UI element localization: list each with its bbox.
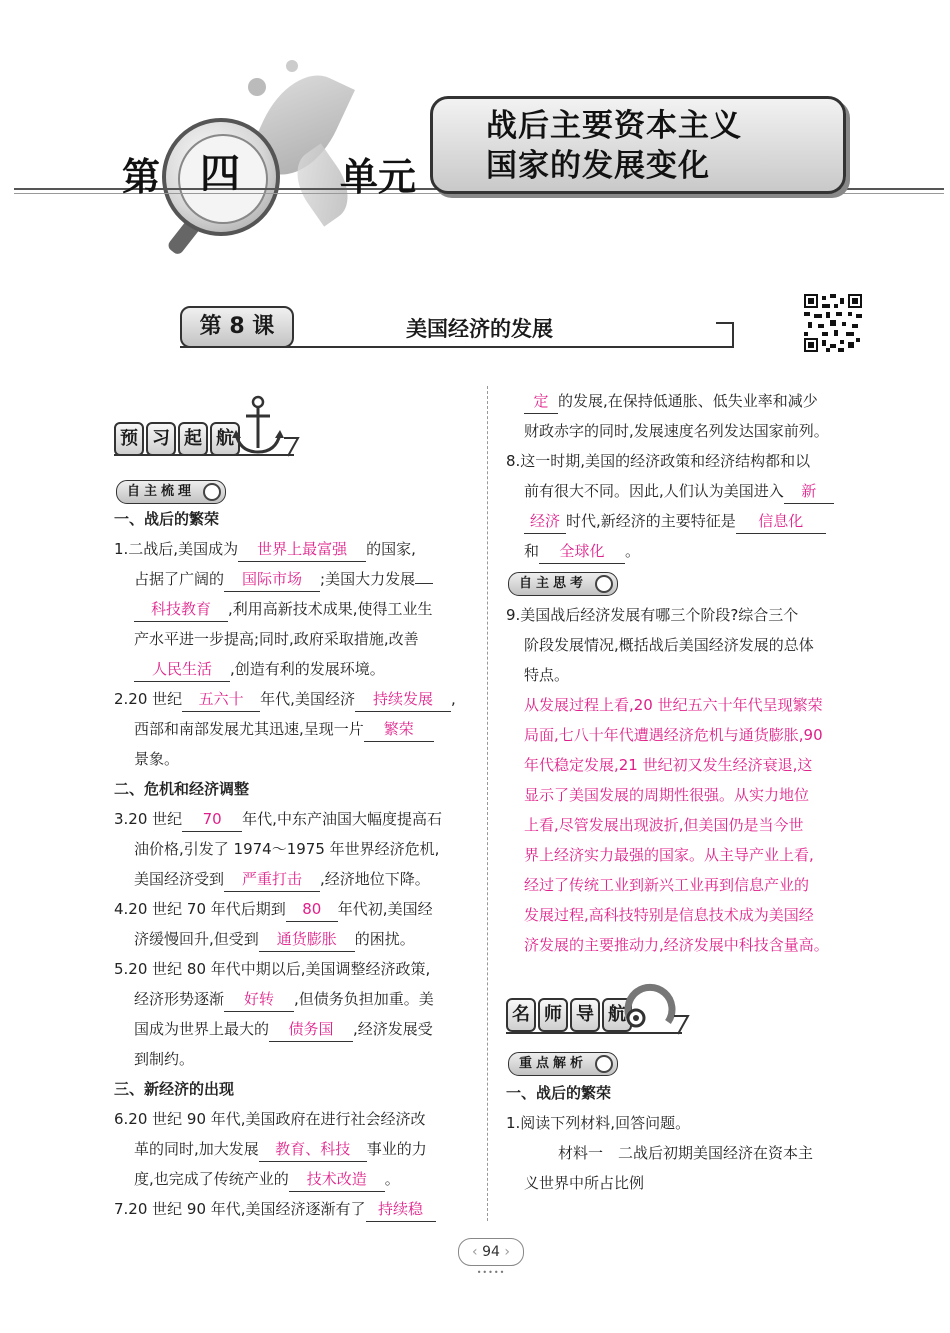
- column-divider: [487, 386, 488, 1221]
- lesson-rule-tail: [716, 322, 734, 348]
- banner-char: 航: [602, 998, 632, 1032]
- magnifier-icon: [595, 575, 613, 593]
- unit-title: [486, 106, 742, 186]
- pill-self-review: [116, 480, 226, 504]
- section-heading: 三、新经济的出现: [114, 1080, 235, 1098]
- material-caption: 义世界中所占比例: [524, 1174, 645, 1192]
- banner-char: 习: [146, 422, 176, 456]
- gauge-icon: [622, 978, 678, 1034]
- banner-rule: [114, 454, 294, 456]
- lesson-label: 第 8 课: [180, 306, 294, 348]
- answer-blank: 80: [286, 897, 338, 922]
- answer-blank: 持续发展: [355, 687, 451, 712]
- banner-char: 导: [570, 998, 600, 1032]
- banner-char: 起: [178, 422, 208, 456]
- question-1: 1.二战后,美国成为 世界上最富强 的国家, 占据了广阔的 国际市场 ;美国大力发展 科技教育 ,利用高新技术成果,使得工业生 产水平进一步提高;同时,政府采取措施,改善 人民生活 ,创造有利的发展环境。: [114, 534, 474, 684]
- right-column-top: [506, 386, 868, 566]
- answer-text: 从发展过程上看,20 世纪五六十年代呈现繁荣 局面,七八十年代遭遇经济危机与通货膨胀,90 年代稳定发展,21 世纪初又发生经济衰退,这 显示了美国发展的周期性很强。从实力地位 上看,尽管发展出现波折,但美国仍是当今世 界上经济实力最强的国家。从主导产业上看, 经过了传统工业到新兴工业再到信息产业的 发展过程,高科技特别是信息技术成为美国经 济发展的主要推动力,经济发展中科技含量高。: [524, 696, 829, 954]
- unit-prefix: 第: [122, 154, 161, 199]
- answer-blank: 信息化: [736, 509, 826, 534]
- magnifier-icon: [203, 483, 221, 501]
- answer-blank: 好转: [224, 987, 294, 1012]
- question-7-continued: 定 的发展,在保持低通胀、低失业率和减少 财政赤字的同时,发展速度名列发达国家前列。: [506, 386, 868, 446]
- answer-blank: 科技教育: [134, 597, 228, 622]
- answer-blank: 繁荣: [364, 717, 434, 742]
- question-5: 5.20 世纪 80 年代中期以后,美国调整经济政策, 经济形势逐渐 好转 ,但债务负担加重。美 国成为世界上最大的 债务国 ,经济发展受 到制约。: [114, 960, 434, 1068]
- decor-ball-icon: [286, 60, 298, 72]
- section-heading: 一、战后的繁荣: [506, 1084, 612, 1102]
- unit-title-line2: 国家的发展变化: [486, 148, 710, 184]
- question-8: 8.这一时期,美国的经济政策和经济结构都和以 前有很大不同。因此,人们认为美国进入 新 经济 时代,新经济的主要特征是 信息化 和 全球化 。: [506, 446, 868, 566]
- answer-blank: 教育、科技: [259, 1137, 367, 1162]
- question-4: 4.20 世纪 70 年代后期到 80 年代初,美国经 济缓慢回升,但受到 通货膨胀 的困扰。: [114, 894, 474, 954]
- chevron-right-icon: ›: [504, 1244, 510, 1260]
- answer-blank: 技术改造: [289, 1167, 385, 1192]
- chevron-left-icon: ‹: [472, 1244, 478, 1260]
- qr-code-icon[interactable]: [804, 294, 862, 352]
- answer-blank: 五六十: [182, 687, 260, 712]
- pill-label: 重点解析: [519, 1056, 588, 1071]
- answer-blank: [415, 583, 433, 584]
- anchor-icon: [228, 394, 288, 460]
- page-number: ‹ 94 ›: [458, 1238, 524, 1266]
- page-dots: •••••: [476, 1268, 506, 1277]
- answer-blank: 持续稳: [366, 1197, 436, 1222]
- banner-char: 名: [506, 998, 536, 1032]
- banner-char: 航: [210, 422, 240, 456]
- answer-blank: 世界上最富强: [238, 537, 366, 562]
- unit-number: 四: [200, 150, 240, 197]
- banner-tail-icon: [282, 436, 300, 458]
- banner-tail-icon: [672, 1014, 690, 1036]
- banner-char: 师: [538, 998, 568, 1032]
- answer-blank: 经济: [524, 509, 566, 534]
- banner-rule: [506, 1032, 682, 1034]
- right-column-bottom: [506, 1078, 868, 1198]
- section-heading: 一、战后的繁荣: [114, 510, 220, 528]
- question-9: 9.美国战后经济发展有哪三个阶段?综合三个 阶段发展情况,概括战后美国经济发展的总体 特点。 从发展过程上看,20 世纪五六十年代呈现繁荣 局面,七八十年代遭遇经济危机与通货膨胀,90 年代稳定发展,21 世纪初又发生经济衰退,这 显示了美国发展的周期性很强。从实力地位 上看,尽管发展出现波折,但美国仍是当今世 界上经济实力最强的国家。从主导产业上看, 经过了传统工业到新兴工业再到信息产业的 发展过程,高科技特别是信息技术成为美国经 济发展的主要推动力,经济发展中科技含量高。: [506, 600, 868, 960]
- question-2: 2.20 世纪 五六十 年代,美国经济 持续发展 , 西部和南部发展尤其迅速,呈现一片 繁荣 景象。: [114, 684, 474, 774]
- unit-suffix: 单元: [340, 154, 417, 199]
- pill-self-thinking: [508, 572, 618, 596]
- pill-key-analysis: [508, 1052, 618, 1076]
- question-6: 6.20 世纪 90 年代,美国政府在进行社会经济改 革的同时,加大发展 教育、科技 事业的力 度,也完成了传统产业的 技术改造 。: [114, 1104, 474, 1194]
- answer-blank: 新: [784, 479, 834, 504]
- magnifier-icon: [595, 1055, 613, 1073]
- answer-blank: 通货膨胀: [259, 927, 355, 952]
- material-caption: 材料一 二战后初期美国经济在资本主: [558, 1144, 814, 1162]
- answer-blank: 债务国: [269, 1017, 353, 1042]
- question-3: 3.20 世纪 70 年代,中东产油国大幅度提高石 油价格,引发了 1974～1975 年世界经济危机, 美国经济受到 严重打击 ,经济地位下降。: [114, 804, 474, 894]
- answer-blank: 全球化: [539, 539, 625, 564]
- lesson-title: 美国经济的发展: [406, 317, 553, 341]
- pill-label: 自主梳理: [127, 484, 196, 499]
- answer-blank: 严重打击: [224, 867, 320, 892]
- decor-ball-icon: [248, 78, 266, 96]
- unit-title-line1: 战后主要资本主义: [486, 108, 742, 144]
- answer-blank: 定: [524, 389, 558, 414]
- answer-blank: 人民生活: [134, 657, 230, 682]
- question-7: 7.20 世纪 90 年代,美国经济逐渐有了 持续稳: [114, 1194, 474, 1224]
- question-text: 1.阅读下列材料,回答问题。: [506, 1114, 691, 1132]
- left-column: [114, 504, 474, 1224]
- answer-blank: 70: [182, 807, 242, 832]
- lesson-rule: [180, 346, 732, 348]
- section-heading: 二、危机和经济调整: [114, 780, 250, 798]
- banner-char: 预: [114, 422, 144, 456]
- pill-label: 自主思考: [519, 576, 588, 591]
- answer-blank: 国际市场: [224, 567, 320, 592]
